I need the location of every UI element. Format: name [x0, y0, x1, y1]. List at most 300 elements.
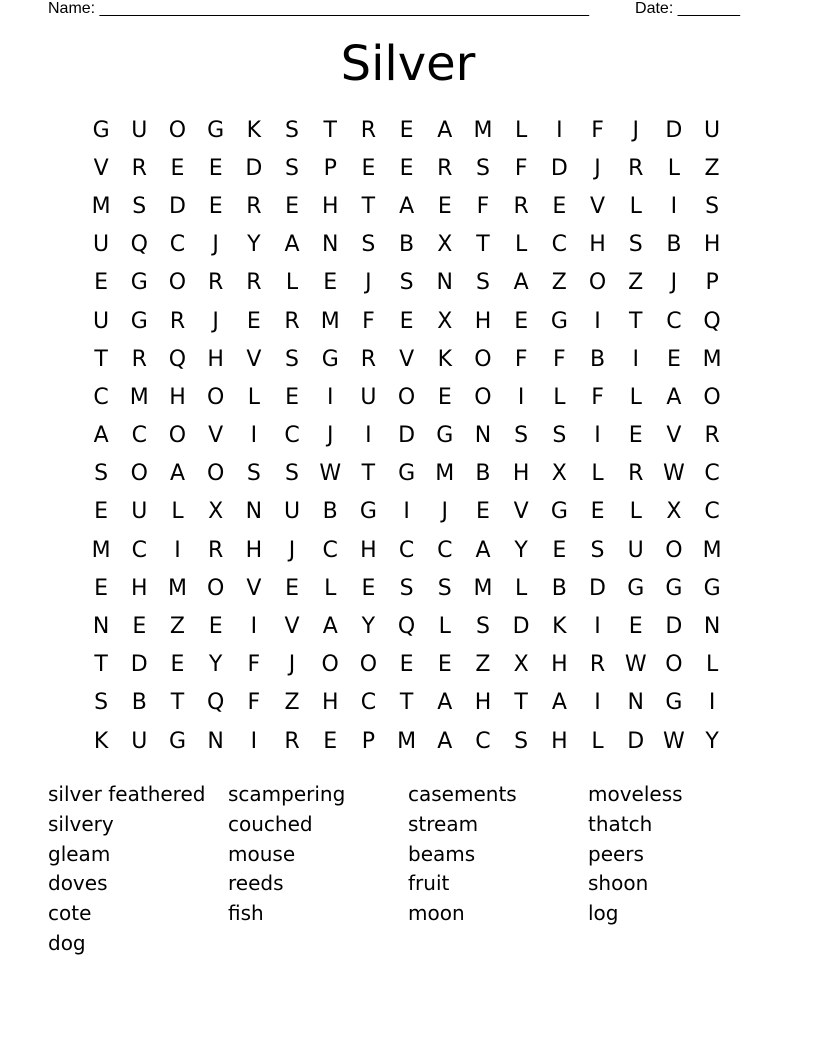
grid-letter: B — [399, 232, 415, 258]
header — [48, 0, 740, 22]
grid-letter: O — [474, 346, 492, 372]
grid-letter: B — [475, 461, 491, 487]
grid-letter: F — [514, 155, 528, 181]
grid-letter: F — [476, 193, 490, 219]
grid-letter: P — [323, 155, 337, 181]
grid-letter: L — [438, 614, 451, 640]
grid-letter: X — [666, 499, 682, 525]
word-list-item: couched — [228, 811, 313, 836]
grid-letter: E — [666, 346, 681, 372]
grid-letter: U — [627, 537, 644, 563]
grid-letter: Y — [208, 652, 223, 678]
grid-letter: S — [514, 728, 529, 754]
grid-letter: N — [207, 728, 224, 754]
grid-letter: D — [627, 728, 645, 754]
grid-letter: L — [705, 652, 719, 678]
grid-letter: N — [321, 232, 339, 258]
grid-letter: U — [704, 117, 721, 143]
grid-letter: E — [94, 575, 109, 601]
grid-letter: H — [474, 308, 492, 334]
grid-letter: S — [437, 575, 452, 601]
grid-letter: C — [704, 461, 720, 487]
grid-letter: X — [208, 499, 224, 525]
grid-letter: H — [474, 690, 492, 716]
grid-letter: G — [207, 117, 225, 143]
grid-letter: I — [594, 423, 601, 449]
grid-letter: T — [361, 461, 376, 487]
grid-letter: M — [702, 537, 722, 563]
grid-letter: L — [285, 270, 299, 296]
grid-letter: R — [628, 461, 644, 487]
grid-letter: D — [130, 652, 148, 678]
grid-letter: Z — [475, 652, 491, 678]
grid-letter: E — [94, 499, 109, 525]
grid-letter: F — [362, 308, 375, 334]
grid-letter: Z — [704, 155, 720, 181]
grid-letter: E — [628, 614, 643, 640]
grid-letter: S — [399, 270, 414, 296]
grid-letter: G — [550, 308, 568, 334]
grid-letter: R — [208, 537, 224, 563]
grid-letter: O — [665, 652, 683, 678]
word-list-item: dog — [48, 930, 86, 955]
grid-letter: R — [246, 193, 262, 219]
grid-letter: A — [284, 232, 300, 258]
grid-letter: F — [591, 117, 604, 143]
grid-letter: X — [437, 308, 453, 334]
grid-letter: Y — [705, 728, 719, 754]
grid-letter: I — [670, 193, 678, 219]
grid-letter: E — [437, 652, 452, 678]
grid-letter: N — [703, 614, 721, 640]
grid-letter: O — [703, 384, 721, 410]
grid-letter: S — [285, 155, 300, 181]
word-list-item: moon — [408, 901, 465, 926]
grid-letter: T — [323, 117, 337, 143]
grid-letter: H — [360, 537, 377, 563]
grid-letter: C — [360, 690, 377, 716]
grid-letter: X — [437, 232, 453, 258]
grid-letter: J — [288, 652, 296, 678]
grid-letter: N — [627, 690, 644, 716]
grid-letter: A — [513, 270, 529, 296]
grid-letter: I — [250, 423, 258, 449]
grid-letter: U — [131, 728, 148, 754]
grid-letter: N — [436, 270, 454, 296]
grid-letter: M — [473, 117, 493, 143]
grid-letter: A — [475, 537, 491, 563]
grid-letter: D — [168, 193, 186, 219]
grid-letter: I — [594, 614, 601, 640]
grid-letter: K — [552, 614, 567, 640]
word-list-item: silver feathered — [48, 782, 206, 806]
grid-letter: O — [168, 423, 187, 449]
word-list-item: gleam — [48, 841, 111, 866]
grid-letter: M — [473, 575, 493, 601]
grid-letter: L — [591, 461, 604, 487]
grid-letter: E — [476, 499, 490, 525]
grid-letter: O — [206, 575, 225, 601]
grid-letter: S — [475, 614, 490, 640]
letter-grid — [82, 111, 731, 760]
grid-letter: D — [550, 155, 568, 181]
grid-letter: C — [169, 232, 186, 258]
grid-letter: E — [170, 652, 185, 678]
grid-letter: F — [247, 652, 261, 678]
grid-letter: U — [283, 499, 301, 525]
grid-letter: G — [627, 575, 645, 601]
grid-letter: I — [174, 537, 181, 563]
grid-letter: X — [513, 652, 529, 678]
grid-letter: G — [359, 499, 377, 525]
grid-letter: V — [246, 346, 262, 372]
grid-letter: H — [321, 193, 339, 219]
grid-letter: I — [250, 614, 258, 640]
grid-letter: J — [441, 499, 449, 525]
grid-letter: G — [168, 728, 186, 754]
grid-letter: V — [93, 155, 109, 181]
grid-letter: W — [624, 652, 647, 678]
grid-letter: Z — [169, 614, 185, 640]
grid-letter: E — [552, 537, 567, 563]
grid-letter: C — [437, 537, 453, 563]
grid-letter: K — [93, 728, 109, 754]
grid-letter: B — [551, 575, 567, 601]
date-field-label: Date: _______ — [635, 0, 740, 17]
word-list-item: cote — [48, 901, 92, 926]
grid-letter: M — [129, 384, 149, 410]
grid-letter: D — [665, 117, 683, 143]
grid-letter: S — [285, 346, 300, 372]
grid-letter: C — [666, 308, 682, 334]
grid-letter: S — [94, 461, 109, 487]
grid-letter: S — [705, 193, 720, 219]
grid-letter: S — [246, 461, 261, 487]
grid-letter: T — [476, 232, 490, 258]
grid-letter: O — [206, 461, 225, 487]
grid-letter: R — [131, 155, 147, 181]
grid-letter: L — [553, 384, 566, 410]
grid-letter: V — [666, 423, 682, 449]
grid-letter: E — [361, 155, 376, 181]
grid-letter: L — [667, 155, 681, 181]
grid-letter: P — [705, 270, 719, 296]
grid-letter: J — [326, 423, 334, 449]
grid-letter: X — [551, 461, 567, 487]
grid-letter: H — [207, 346, 224, 372]
grid-letter: M — [435, 461, 455, 487]
grid-letter: A — [437, 728, 453, 754]
grid-letter: U — [93, 308, 110, 334]
grid-letter: U — [360, 384, 377, 410]
grid-letter: S — [552, 423, 567, 449]
grid-letter: R — [704, 423, 720, 449]
grid-letter: S — [94, 690, 109, 716]
grid-letter: C — [93, 384, 109, 410]
grid-letter: F — [514, 346, 528, 372]
word-list-item: shoon — [588, 871, 649, 896]
grid-letter: O — [665, 537, 683, 563]
grid-letter: Z — [284, 690, 300, 716]
grid-letter: M — [91, 193, 111, 219]
grid-letter: E — [170, 155, 185, 181]
grid-letter: M — [397, 728, 417, 754]
grid-letter: L — [629, 193, 642, 219]
grid-letter: E — [94, 270, 109, 296]
grid-letter: E — [399, 117, 414, 143]
grid-letter: G — [665, 690, 683, 716]
grid-letter: V — [513, 499, 529, 525]
grid-letter: H — [131, 575, 148, 601]
grid-letter: L — [629, 384, 642, 410]
grid-letter: A — [437, 117, 453, 143]
grid-letter: A — [437, 690, 453, 716]
word-list-item: fish — [228, 901, 264, 926]
grid-letter: A — [666, 384, 682, 410]
grid-letter: S — [399, 575, 414, 601]
grid-letter: J — [212, 232, 219, 258]
grid-letter: F — [247, 690, 261, 716]
grid-letter: J — [212, 308, 219, 334]
word-list-item: reeds — [228, 871, 284, 896]
grid-letter: N — [474, 423, 492, 449]
grid-letter: G — [398, 461, 416, 487]
word-list-item: silvery — [48, 811, 114, 836]
grid-letter: F — [591, 384, 604, 410]
grid-letter: G — [665, 575, 683, 601]
word-list-item: doves — [48, 871, 108, 896]
grid-letter: I — [326, 384, 334, 410]
grid-letter: H — [512, 461, 530, 487]
grid-letter: O — [397, 384, 416, 410]
grid-letter: U — [131, 499, 148, 525]
grid-letter: E — [590, 499, 605, 525]
grid-letter: E — [208, 193, 223, 219]
grid-letter: R — [513, 193, 529, 219]
word-list-item: mouse — [228, 841, 296, 866]
page-title: Silver — [340, 36, 476, 92]
grid-letter: O — [168, 117, 187, 143]
grid-letter: F — [553, 346, 566, 372]
word-list-item: log — [588, 901, 619, 926]
grid-letter: N — [245, 499, 263, 525]
grid-letter: M — [320, 308, 340, 334]
grid-letter: Q — [130, 232, 148, 258]
grid-letter: Q — [397, 614, 416, 640]
grid-letter: S — [361, 232, 376, 258]
grid-letter: C — [131, 537, 147, 563]
grid-letter: S — [475, 270, 490, 296]
grid-letter: J — [670, 270, 678, 296]
grid-letter: C — [284, 423, 300, 449]
grid-letter: T — [361, 193, 376, 219]
word-list — [48, 780, 768, 959]
grid-letter: A — [169, 461, 185, 487]
grid-letter: S — [475, 155, 490, 181]
grid-letter: I — [632, 346, 639, 372]
grid-letter: O — [359, 652, 378, 678]
grid-letter: L — [171, 499, 184, 525]
grid-letter: I — [250, 728, 258, 754]
grid-letter: M — [167, 575, 187, 601]
grid-letter: G — [130, 308, 148, 334]
grid-letter: E — [399, 308, 414, 334]
grid-letter: E — [132, 614, 147, 640]
grid-letter: E — [399, 652, 414, 678]
grid-letter: E — [208, 155, 223, 181]
grid-letter: E — [208, 614, 223, 640]
grid-letter: C — [398, 537, 415, 563]
grid-letter: O — [321, 652, 339, 678]
grid-letter: R — [284, 308, 300, 334]
grid-letter: L — [629, 499, 642, 525]
grid-letter: Y — [514, 537, 528, 563]
grid-letter: O — [474, 384, 492, 410]
grid-letter: L — [515, 117, 528, 143]
grid-letter: G — [550, 499, 568, 525]
grid-letter: W — [663, 461, 685, 487]
grid-letter: A — [399, 193, 415, 219]
grid-letter: I — [556, 117, 563, 143]
grid-letter: Z — [551, 270, 567, 296]
grid-letter: O — [588, 270, 607, 296]
grid-letter: G — [92, 117, 110, 143]
grid-letter: O — [130, 461, 148, 487]
word-list-item: moveless — [588, 782, 683, 806]
grid-letter: L — [247, 384, 260, 410]
grid-letter: L — [515, 232, 528, 258]
grid-letter: S — [514, 423, 529, 449]
name-field-label: Name: _______________________________________________________ — [48, 0, 589, 17]
grid-letter: H — [589, 232, 606, 258]
grid-letter: S — [628, 232, 643, 258]
grid-letter: Q — [168, 346, 187, 372]
grid-letter: E — [437, 384, 452, 410]
grid-letter: C — [704, 499, 720, 525]
grid-letter: I — [594, 690, 601, 716]
grid-letter: T — [170, 690, 185, 716]
grid-letter: M — [702, 346, 722, 372]
grid-letter: U — [131, 117, 148, 143]
word-list-item: scampering — [228, 782, 346, 806]
grid-letter: R — [360, 346, 377, 372]
grid-letter: E — [552, 193, 567, 219]
grid-letter: K — [246, 117, 262, 143]
word-list-item: fruit — [408, 871, 450, 896]
grid-letter: V — [246, 575, 262, 601]
grid-letter: E — [323, 270, 338, 296]
grid-letter: H — [245, 537, 263, 563]
grid-letter: J — [594, 155, 601, 181]
grid-letter: I — [517, 384, 525, 410]
grid-letter: H — [321, 690, 339, 716]
grid-letter: B — [131, 690, 147, 716]
grid-letter: V — [399, 346, 415, 372]
grid-letter: E — [285, 193, 299, 219]
grid-letter: I — [594, 308, 601, 334]
grid-letter: E — [323, 728, 338, 754]
grid-letter: Y — [361, 614, 376, 640]
grid-letter: J — [288, 537, 296, 563]
word-list-item: beams — [408, 841, 476, 866]
grid-letter: C — [131, 423, 147, 449]
word-list-item: thatch — [588, 811, 653, 836]
grid-letter: P — [361, 728, 376, 754]
grid-letter: L — [515, 575, 528, 601]
grid-letter: A — [322, 614, 338, 640]
grid-letter: B — [666, 232, 682, 258]
grid-letter: T — [628, 308, 643, 334]
grid-letter: R — [169, 308, 186, 334]
grid-letter: D — [398, 423, 416, 449]
grid-letter: E — [285, 384, 299, 410]
grid-letter: C — [551, 232, 568, 258]
grid-letter: O — [168, 270, 187, 296]
grid-letter: S — [590, 537, 605, 563]
grid-letter: K — [437, 346, 452, 372]
word-list-item: stream — [408, 811, 479, 836]
grid-letter: Z — [628, 270, 644, 296]
grid-letter: Q — [703, 308, 721, 334]
grid-letter: B — [322, 499, 338, 525]
grid-letter: L — [591, 728, 604, 754]
grid-letter: E — [285, 575, 299, 601]
grid-letter: W — [663, 728, 685, 754]
grid-letter: Q — [206, 690, 225, 716]
grid-letter: I — [708, 690, 716, 716]
grid-letter: R — [589, 652, 606, 678]
grid-letter: C — [475, 728, 491, 754]
grid-letter: E — [399, 155, 414, 181]
grid-letter: D — [512, 614, 530, 640]
grid-letter: S — [285, 117, 300, 143]
grid-letter: E — [361, 575, 376, 601]
grid-letter: R — [284, 728, 300, 754]
word-list-item: casements — [408, 782, 517, 806]
grid-letter: H — [169, 384, 186, 410]
grid-letter: E — [628, 423, 643, 449]
grid-letter: C — [322, 537, 338, 563]
grid-letter: V — [284, 614, 300, 640]
grid-letter: H — [703, 232, 721, 258]
grid-letter: Y — [247, 232, 261, 258]
grid-letter: T — [514, 690, 528, 716]
grid-letter: T — [94, 346, 108, 372]
grid-letter: S — [285, 461, 300, 487]
grid-letter: M — [91, 537, 111, 563]
grid-letter: O — [206, 384, 225, 410]
grid-letter: R — [246, 270, 262, 296]
grid-letter: B — [589, 346, 606, 372]
grid-letter: R — [208, 270, 224, 296]
grid-letter: E — [437, 193, 452, 219]
grid-letter: A — [551, 690, 567, 716]
grid-letter: J — [365, 270, 372, 296]
word-list-item: peers — [588, 841, 644, 866]
grid-letter: N — [92, 614, 110, 640]
grid-letter: R — [628, 155, 644, 181]
grid-letter: H — [551, 652, 568, 678]
grid-letter: D — [245, 155, 263, 181]
grid-letter: W — [319, 461, 342, 487]
grid-letter: R — [437, 155, 453, 181]
grid-letter: E — [514, 308, 529, 334]
grid-letter: G — [703, 575, 721, 601]
grid-letter: I — [403, 499, 410, 525]
grid-letter: E — [246, 308, 261, 334]
grid-letter: G — [321, 346, 339, 372]
grid-letter: R — [131, 346, 147, 372]
